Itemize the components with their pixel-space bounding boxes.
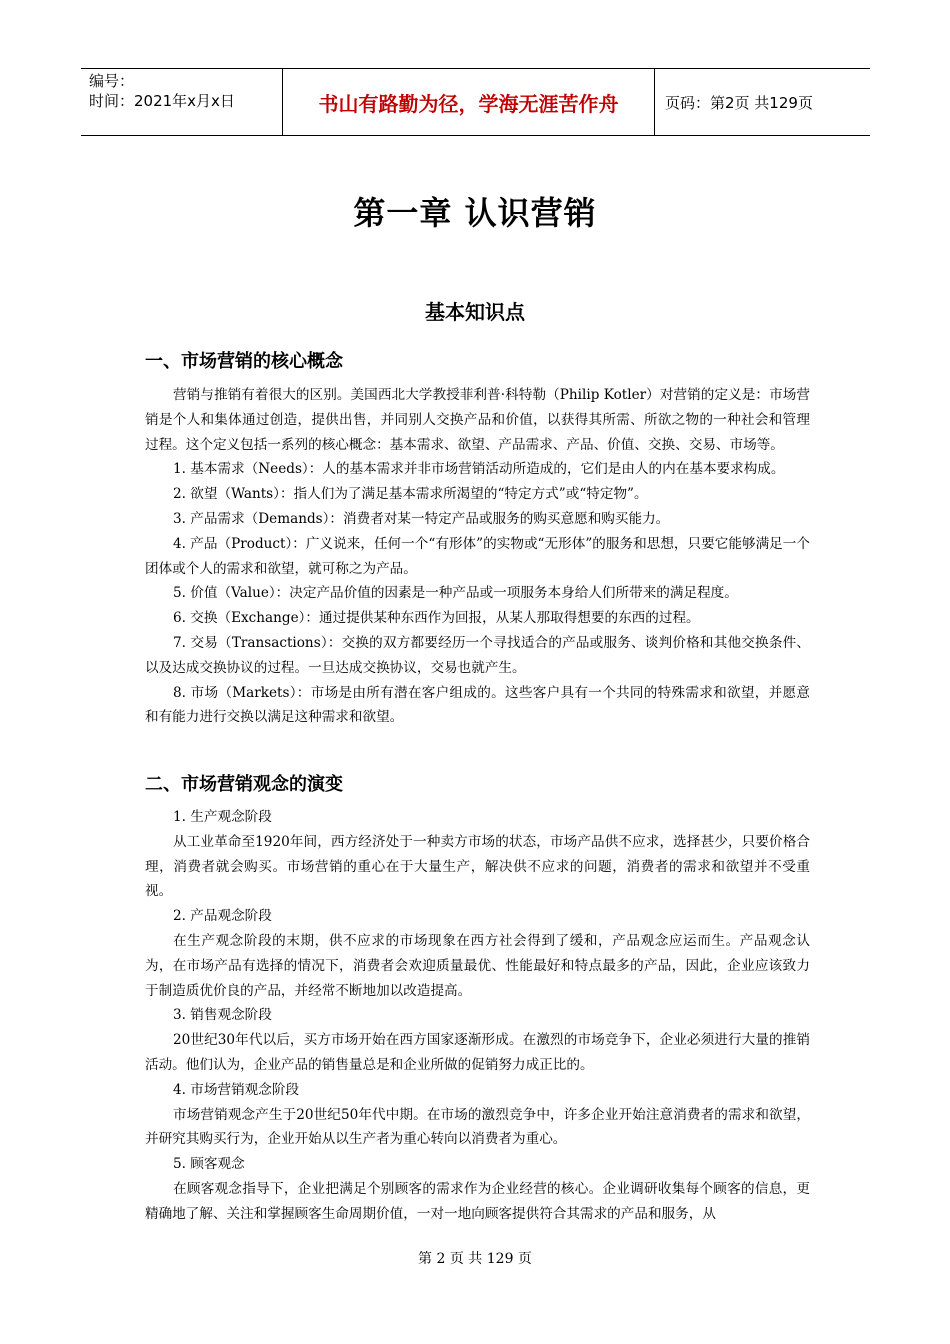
header-motto: 书山有路勤为径，学海无涯苦作舟: [318, 91, 619, 116]
paragraph: 5. 价值（Value）：决定产品价值的因素是一种产品或一项服务本身给人们所带来的满足程度。: [173, 585, 738, 602]
paragraph: 6. 交换（Exchange）：通过提供某种东西作为回报，从某人那取得想要的东西的过程。: [173, 610, 700, 627]
paragraph: 3. 产品需求（Demands）：消费者对某一特定产品或服务的购买意愿和购买能力。: [173, 510, 670, 527]
paragraph: 在顾客观念指导下，企业把满足个别顾客的需求作为企业经营的核心。企业调研收集每个顾客的信息，更精确地了解、关注和掌握顾客生命周期价值，一对一地向顾客提供符合其需求的产品和服务，从: [145, 1180, 810, 1222]
section-subtitle: 基本知识点: [425, 300, 525, 324]
paragraph: 4. 市场营销观念阶段: [173, 1081, 300, 1098]
paragraph: 营销与推销有着很大的区别。美国西北大学教授菲利普·科特勒（Philip Kotler）对营销的定义是：市场营销是个人和集体通过创造，提供出售，并同别人交换产品和价值，以获得其所需、所欲之物的一种社会和管理过程。这个定义包括一系列的核心概念：基本需求、欲望、产品需求、产品、价值、交换、交易、市场等。: [145, 387, 810, 453]
paragraph: 从工业革命至1920年间，西方经济处于一种卖方市场的状态，市场产品供不应求，选择甚少，只要价格合理，消费者就会购买。市场营销的重心在于大量生产，解决供不应求的问题，消费者的需求和欲望并不受重视。: [145, 833, 810, 900]
paragraph: 20世纪30年代以后，买方市场开始在西方国家逐渐形成。在激烈的市场竞争下，企业必须进行大量的推销活动。他们认为，企业产品的销售量总是和企业所做的促销努力成正比的。: [145, 1032, 810, 1073]
paragraph: 5. 顾客观念: [173, 1156, 245, 1173]
header-motto-cell: [282, 69, 655, 135]
paragraph: 2. 欲望（Wants）：指人们为了满足基本需求所渴望的“特定方式”或“特定物”。: [173, 486, 648, 503]
chapter-title: 第一章 认识营销: [353, 194, 597, 232]
section-heading-core-concepts: 一、市场营销的核心概念: [145, 351, 343, 372]
document-time-label: 时间：2021年x月x日: [89, 92, 235, 110]
page-header: [81, 68, 870, 136]
paragraph: 市场营销观念产生于20世纪50年代中期。在市场的激烈竞争中，许多企业开始注意消费者的需求和欲望，并研究其购买行为，企业开始从以生产者为重心转向以消费者为重心。: [145, 1106, 810, 1148]
paragraph: 在生产观念阶段的末期，供不应求的市场现象在西方社会得到了缓和，产品观念应运而生。产品观念认为，在市场产品有选择的情况下，消费者会欢迎质量最优、性能最好和特点最多的产品，因此，企业应该致力于制造质优价良的产品，并经常不断地加以改造提高。: [145, 932, 810, 999]
paragraph: 3. 销售观念阶段: [173, 1007, 272, 1024]
paragraph: 1. 生产观念阶段: [173, 809, 272, 825]
header-page-number: 页码：第2页 共129页: [665, 93, 813, 112]
paragraph: 2. 产品观念阶段: [173, 908, 272, 925]
paragraph: 4. 产品（Product）：广义说来，任何一个“有形体”的实物或“无形体”的服务和思想，只要它能够满足一个团体或个人的需求和欲望，就可称之为产品。: [145, 535, 810, 577]
paragraph: 1. 基本需求（Needs）：人的基本需求并非市场营销活动所造成的，它们是由人的内在基本要求构成。: [173, 461, 785, 478]
section-core-concepts-body: [145, 383, 810, 730]
paragraph: 8. 市场（Markets）：市场是由所有潜在客户组成的。这些客户具有一个共同的特殊需求和欲望，并愿意和有能力进行交换以满足这种需求和欲望。: [145, 684, 810, 726]
document-number-label: 编号：: [89, 72, 135, 90]
section-heading-evolution: 二、市场营销观念的演变: [145, 774, 343, 795]
page-footer: 第 2 页 共 129 页: [418, 1251, 532, 1267]
section-evolution-body: [145, 805, 810, 1227]
header-meta: [81, 69, 282, 135]
paragraph: 7. 交易（Transactions）：交换的双方都要经历一个寻找适合的产品或服务、谈判价格和其他交换条件、以及达成交换协议的过程。一旦达成交换协议，交易也就产生。: [145, 634, 810, 676]
